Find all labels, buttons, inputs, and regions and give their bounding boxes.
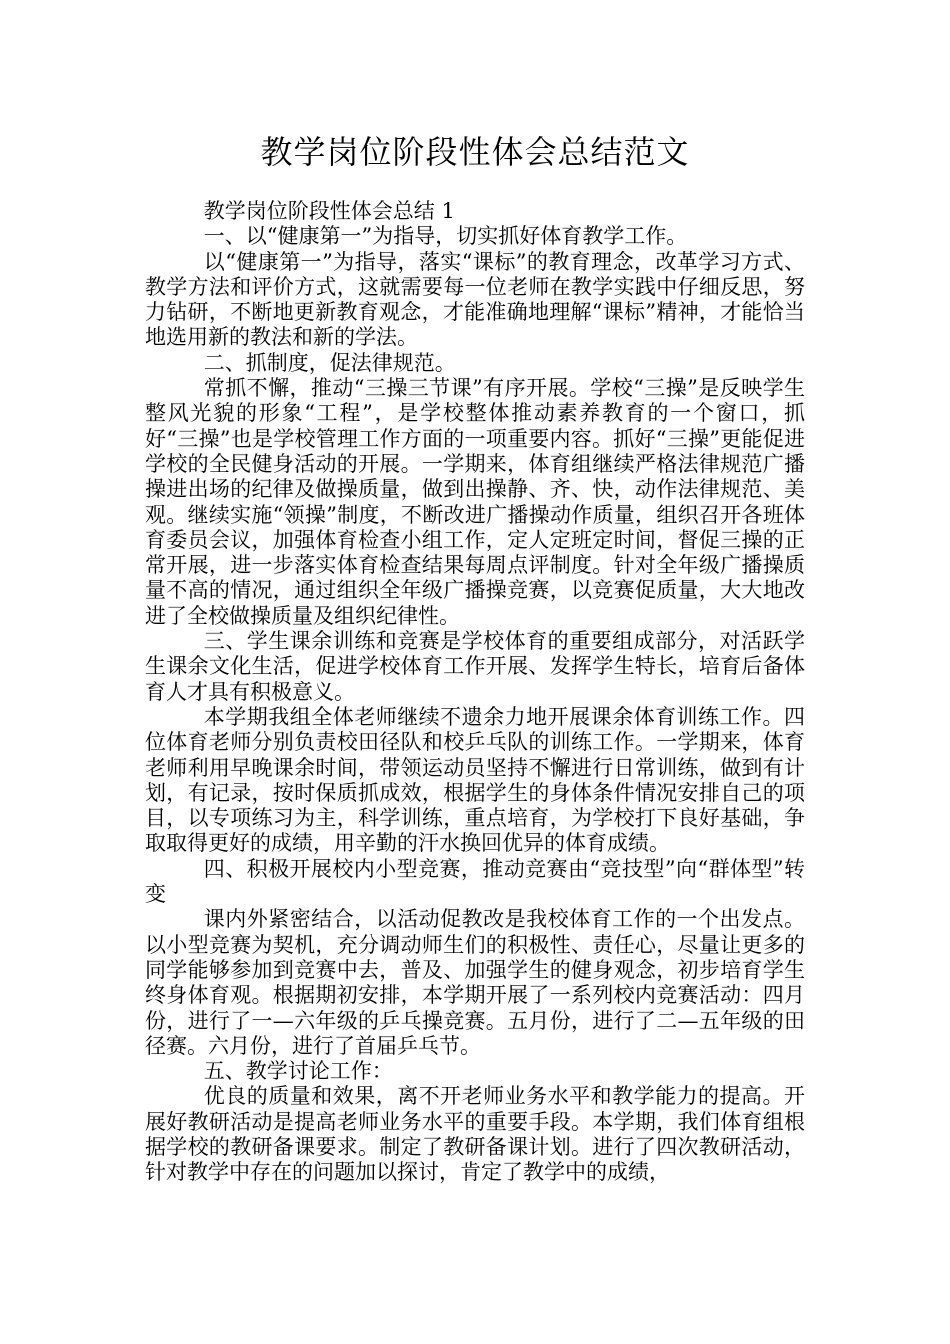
- paragraph-section-3-body: 本学期我组全体老师继续不遗余力地开展课余体育训练工作。四位体育老师分别负责校田径队和校乒乓队的训练工作。一学期来，体育老师利用早晚课余时间，带领运动员坚持不懈进行日常训练，做到有计划，有记录，按时保质抓成效，根据学生的身体条件情况安排自己的项目，以专项练习为主，科学训练，重点培育，为学校打下良好基础，争取取得更好的成绩，用辛勤的汗水换回优异的体育成绩。: [145, 704, 805, 856]
- document-title: 教学岗位阶段性体会总结范文: [260, 133, 690, 171]
- paragraph-section-3-heading: 三、学生课余训练和竞赛是学校体育的重要组成部分，对活跃学生课余文化生活，促进学校体育工作开展、发挥学生特长，培育后备体育人才具有积极意义。: [145, 629, 805, 704]
- document-body: [145, 199, 805, 1186]
- paragraph-summary-heading: 教学岗位阶段性体会总结 1: [203, 199, 455, 223]
- paragraph-section-4-heading: 四、积极开展校内小型竞赛，推动竞赛由“竞技型”向“群体型”转变: [145, 856, 805, 907]
- paragraph-section-1-body: 以“健康第一”为指导，落实“课标”的教育理念，改革学习方式、教学方法和评价方式，这就需要每一位老师在教学实践中仔细反思，努力钻研，不断地更新教育观念，才能准确地理解“课标”精神，才能恰当地选用新的教法和新的学法。: [145, 249, 805, 350]
- document-page: [145, 0, 805, 1186]
- paragraph-section-4-body: 课内外紧密结合，以活动促教改是我校体育工作的一个出发点。以小型竞赛为契机，充分调动师生们的积极性、责任心，尽量让更多的同学能够参加到竞赛中去，普及、加强学生的健身观念，初步培育学生终身体育观。根据期初安排，本学期开展了一系列校内竞赛活动：四月份，进行了一—六年级的乒乓操竞赛。五月份，进行了二—五年级的田径赛。六月份，进行了首届乒乓节。: [145, 907, 805, 1058]
- paragraph-section-2-heading: 二、抓制度，促法律规范。: [203, 350, 456, 375]
- paragraph-section-1-heading: 一、以“健康第一”为指导，切实抓好体育教学工作。: [203, 224, 688, 249]
- paragraph-section-2-body: 常抓不懈，推动“三操三节课”有序开展。学校“三操”是反映学生整风光貌的形象“工程”，是学校整体推动素养教育的一个窗口，抓好“三操”也是学校管理工作方面的一项重要内容。抓好“三操”更能促进学校的全民健身活动的开展。一学期来，体育组继续严格法律规范广播操进出场的纪律及做操质量，做到出操静、齐、快，动作法律规范、美观。继续实施“领操”制度，不断改进广播操动作质量，组织召开各班体育委员会议，加强体育检查小组工作，定人定班定时间，督促三操的正常开展，进一步落实体育检查结果每周点评制度。针对全年级广播操质量不高的情况，通过组织全年级广播操竞赛，以竞赛促质量，大大地改进了全校做操质量及组织纪律性。: [145, 376, 805, 628]
- paragraph-section-5-body: 优良的质量和效果，离不开老师业务水平和教学能力的提高。开展好教研活动是提高老师业务水平的重要手段。本学期，我们体育组根据学校的教研备课要求。制定了教研备课计划。进行了四次教研活动，针对教学中存在的问题加以探讨，肯定了教学中的成绩，: [145, 1084, 805, 1185]
- paragraph-section-5-heading: 五、教学讨论工作：: [203, 1059, 393, 1084]
